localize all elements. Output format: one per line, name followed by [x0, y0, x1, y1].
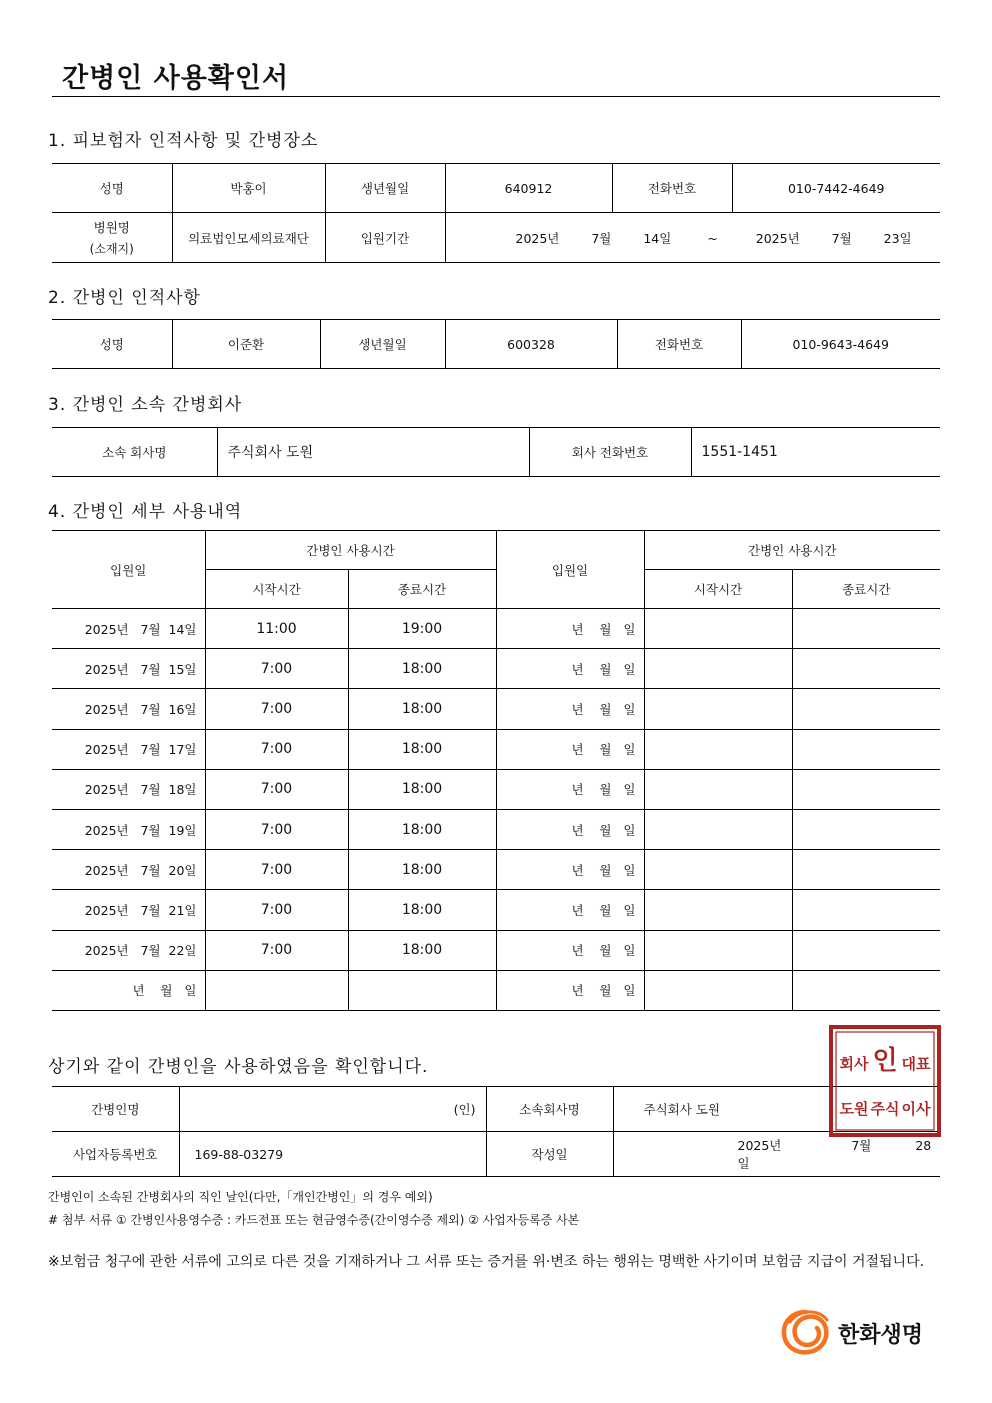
company-name: 주식회사 도원	[217, 428, 529, 477]
section-4-heading: 4. 간병인 세부 사용내역	[48, 502, 243, 522]
usage-start-right	[644, 809, 792, 849]
usage-start-right	[644, 850, 792, 890]
caregiver-birth: 600328	[445, 320, 617, 369]
hospital-location-label: (소재지)	[89, 242, 134, 256]
attachment-note: # 첨부 서류 ① 간병인사용영수증 : 카드전표 또는 현금영수증(간이영수증 제외) ② 사업자등록증 사본	[48, 1213, 580, 1227]
usage-end-right	[792, 809, 940, 849]
written-date	[613, 1132, 940, 1177]
usage-date-right: 년 월 일	[496, 809, 644, 849]
confirmation-statement: 상기와 같이 간병인을 사용하였음을 확인합니다.	[48, 1057, 429, 1077]
usage-date-left: 2025년 7월 18일	[52, 769, 205, 809]
stamp-note: 간병인이 소속된 간병회사의 직인 날인(다만,「개인간병인」의 경우 예외)	[48, 1190, 433, 1204]
section-1-heading: 1. 피보험자 인적사항 및 간병장소	[48, 131, 319, 151]
usage-date-right: 년 월 일	[496, 769, 644, 809]
usage-end-left: 18:00	[348, 649, 496, 689]
end-day: 23일	[883, 230, 912, 246]
usage-start-right	[644, 609, 792, 649]
usage-row	[52, 970, 940, 1010]
company-sign-label: 소속회사명	[486, 1087, 613, 1132]
usage-start-right	[644, 689, 792, 729]
written-year: 2025년	[737, 1138, 782, 1153]
usage-row	[52, 890, 940, 930]
usage-date-right: 년 월 일	[496, 930, 644, 970]
usage-end-left: 18:00	[348, 890, 496, 930]
usage-date-left: 2025년 7월 16일	[52, 689, 205, 729]
insured-birth-label: 생년월일	[325, 164, 445, 213]
usage-start-header-left: 시작시간	[205, 570, 348, 609]
usage-end-right	[792, 850, 940, 890]
usage-row	[52, 930, 940, 970]
usage-row	[52, 850, 940, 890]
usage-start-left: 7:00	[205, 809, 348, 849]
seal-glyph: 이사	[901, 1100, 931, 1118]
company-table	[52, 427, 940, 477]
written-day: 28일	[737, 1138, 932, 1171]
usage-end-right	[792, 729, 940, 769]
section-3-heading: 3. 간병인 소속 간병회사	[48, 395, 243, 415]
usage-end-right	[792, 609, 940, 649]
company-name-label: 소속 회사명	[52, 428, 217, 477]
usage-start-right	[644, 729, 792, 769]
usage-start-left	[205, 970, 348, 1010]
usage-end-right	[792, 970, 940, 1010]
biz-no-label: 사업자등록번호	[52, 1132, 179, 1177]
usage-end-left	[348, 970, 496, 1010]
hospital-label: 병원명	[93, 220, 130, 235]
insured-phone: 010-7442-4649	[732, 164, 940, 213]
usage-end-right	[792, 689, 940, 729]
usage-start-right	[644, 649, 792, 689]
usage-date-right: 년 월 일	[496, 689, 644, 729]
usage-end-left: 18:00	[348, 850, 496, 890]
company-seal-icon	[828, 1024, 942, 1138]
usage-end-header-left: 종료시간	[348, 570, 496, 609]
written-date-label: 작성일	[486, 1132, 613, 1177]
admission-period	[445, 213, 940, 263]
company-sign-name: 주식회사 도원	[613, 1087, 940, 1132]
usage-end-right	[792, 930, 940, 970]
usage-date-right: 년 월 일	[496, 649, 644, 689]
usage-row	[52, 609, 940, 649]
insured-name: 박홍이	[172, 164, 325, 213]
usage-date-left: 2025년 7월 14일	[52, 609, 205, 649]
usage-end-left: 19:00	[348, 609, 496, 649]
usage-start-right	[644, 769, 792, 809]
usage-date-left: 2025년 7월 15일	[52, 649, 205, 689]
seal-glyph: 대표	[901, 1055, 931, 1073]
fraud-warning: ※보험금 청구에 관한 서류에 고의로 다른 것을 기재하거나 그 서류 또는 증거를 위·변조 하는 행위는 명백한 사기이며 보험금 지급이 거절됩니다.	[48, 1254, 925, 1270]
insured-name-label: 성명	[52, 164, 172, 213]
usage-end-left: 18:00	[348, 769, 496, 809]
usage-start-right	[644, 890, 792, 930]
biz-no: 169-88-03279	[179, 1132, 486, 1177]
insured-birth: 640912	[445, 164, 612, 213]
usage-date-right: 년 월 일	[496, 729, 644, 769]
usage-date-left: 2025년 7월 17일	[52, 729, 205, 769]
hanwha-logo-icon	[778, 1306, 834, 1358]
start-month: 7월	[591, 230, 612, 246]
usage-start-left: 7:00	[205, 729, 348, 769]
section-2-heading: 2. 간병인 인적사항	[48, 288, 201, 308]
document-title: 간병인 사용확인서	[62, 63, 290, 94]
usage-end-right	[792, 890, 940, 930]
usage-date-left: 2025년 7월 21일	[52, 890, 205, 930]
usage-date-right: 년 월 일	[496, 970, 644, 1010]
usage-end-left: 18:00	[348, 809, 496, 849]
usage-end-left: 18:00	[348, 689, 496, 729]
insured-phone-label: 전화번호	[612, 164, 732, 213]
usage-end-right	[792, 769, 940, 809]
usage-end-left: 18:00	[348, 930, 496, 970]
usage-date-right: 년 월 일	[496, 850, 644, 890]
usage-start-header-right: 시작시간	[644, 570, 792, 609]
seal-glyph: 주식	[870, 1100, 900, 1118]
seal-glyph: 회사	[839, 1055, 869, 1073]
period-tilde: ~	[707, 230, 718, 246]
usage-start-right	[644, 970, 792, 1010]
usage-start-left: 7:00	[205, 689, 348, 729]
title-divider	[52, 96, 940, 97]
caregiver-name: 이준환	[172, 320, 320, 369]
hanwha-logo-text: 한화생명	[838, 1323, 924, 1348]
usage-start-left: 11:00	[205, 609, 348, 649]
usage-row	[52, 649, 940, 689]
usage-date-left: 2025년 7월 19일	[52, 809, 205, 849]
start-year: 2025년	[515, 230, 560, 246]
caregiver-sign-mark: (인)	[179, 1087, 486, 1132]
end-month: 7월	[831, 230, 852, 246]
end-year: 2025년	[755, 230, 800, 246]
usage-date-right: 년 월 일	[496, 890, 644, 930]
seal-glyph: 도원	[839, 1100, 869, 1118]
period-label: 입원기간	[325, 213, 445, 263]
caregiver-birth-label: 생년월일	[320, 320, 445, 369]
usage-row	[52, 809, 940, 849]
usage-start-right	[644, 930, 792, 970]
usage-start-left: 7:00	[205, 649, 348, 689]
usage-time-header-right: 간병인 사용시간	[644, 531, 940, 570]
usage-date-right: 년 월 일	[496, 609, 644, 649]
seal-glyph: 인	[872, 1046, 898, 1076]
usage-end-right	[792, 649, 940, 689]
insured-table	[52, 163, 940, 263]
caregiver-phone: 010-9643-4649	[741, 320, 940, 369]
usage-start-left: 7:00	[205, 890, 348, 930]
usage-date-header-right: 입원일	[496, 531, 644, 609]
caregiver-phone-label: 전화번호	[617, 320, 741, 369]
usage-row	[52, 769, 940, 809]
usage-date-left: 년 월 일	[52, 970, 205, 1010]
caregiver-table	[52, 319, 940, 369]
usage-table	[52, 530, 940, 1011]
usage-row	[52, 689, 940, 729]
caregiver-name-label: 성명	[52, 320, 172, 369]
signature-table	[52, 1086, 940, 1177]
usage-date-header-left: 입원일	[52, 531, 205, 609]
caregiver-sign-label: 간병인명	[52, 1087, 179, 1132]
hospital-label-cell	[52, 213, 172, 263]
usage-end-left: 18:00	[348, 729, 496, 769]
usage-date-left: 2025년 7월 22일	[52, 930, 205, 970]
usage-date-left: 2025년 7월 20일	[52, 850, 205, 890]
company-phone: 1551-1451	[691, 428, 940, 477]
start-day: 14일	[643, 230, 672, 246]
written-month: 7월	[851, 1138, 872, 1153]
usage-row	[52, 729, 940, 769]
usage-start-left: 7:00	[205, 769, 348, 809]
usage-end-header-right: 종료시간	[792, 570, 940, 609]
usage-time-header-left: 간병인 사용시간	[205, 531, 496, 570]
usage-start-left: 7:00	[205, 850, 348, 890]
usage-start-left: 7:00	[205, 930, 348, 970]
company-phone-label: 회사 전화번호	[529, 428, 691, 477]
hospital-name: 의료법인모세의료재단	[172, 213, 325, 263]
